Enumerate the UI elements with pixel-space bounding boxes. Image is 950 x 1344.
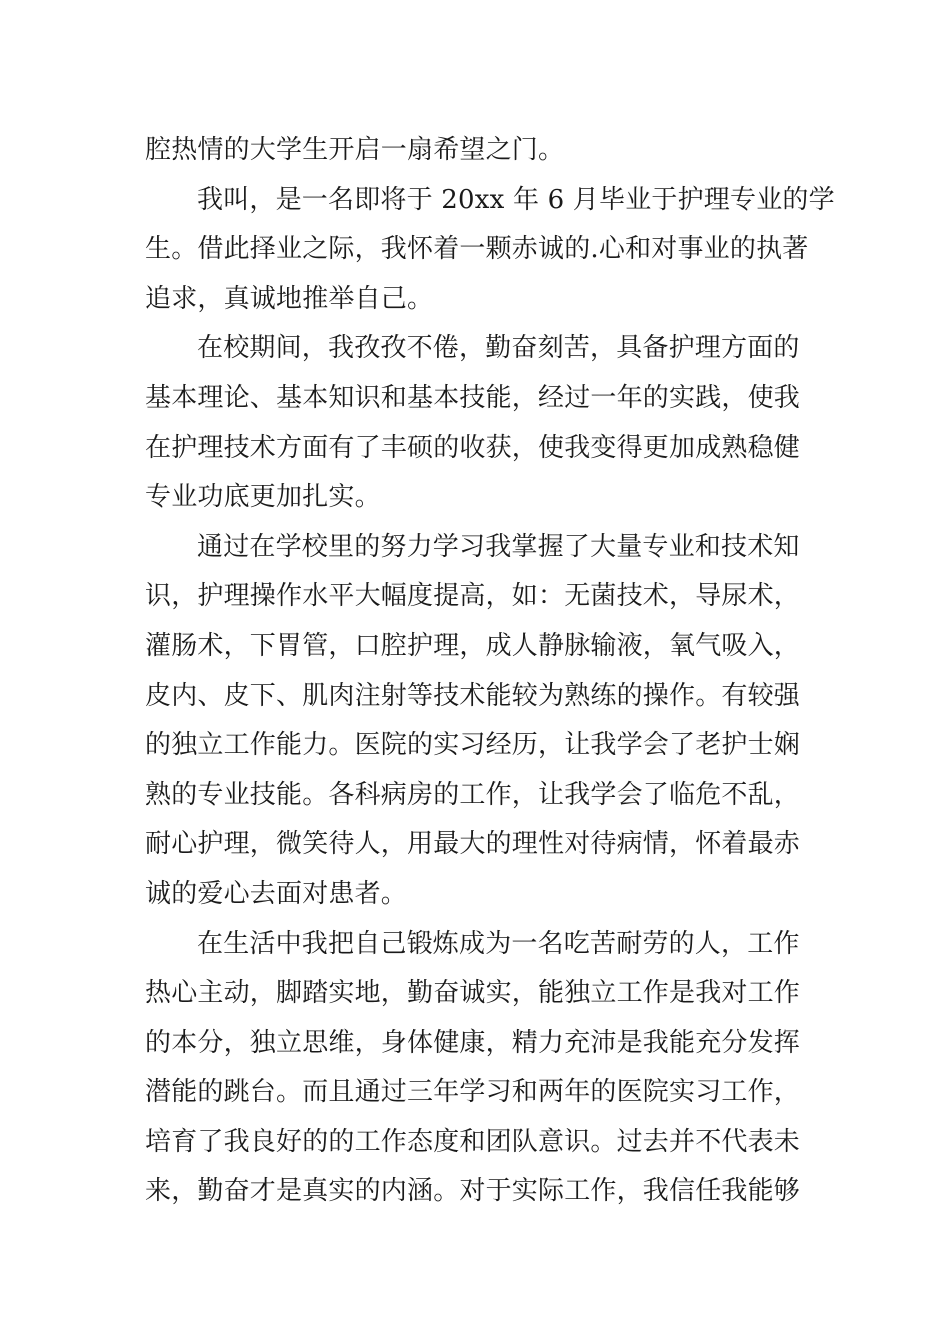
text-line: 腔热情的大学生开启一扇希望之门。 (145, 135, 565, 165)
text-line: 在护理技术方面有了丰硕的收获，使我变得更加成熟稳健 (145, 432, 801, 463)
text-line: 追求，真诚地推举自己。 (145, 283, 434, 314)
text-line: 热心主动，脚踏实地，勤奋诚实，能独立工作是我对工作 (145, 978, 801, 1009)
text-line: 识，护理操作水平大幅度提高，如：无菌技术，导尿术， (145, 581, 801, 612)
text-line: 通过在学校里的努力学习我掌握了大量专业和技术知 (197, 531, 800, 562)
text-line: 耐心护理，微笑待人，用最大的理性对待病情，怀着最赤 (145, 829, 801, 860)
text-line: 生。借此择业之际，我怀着一颗赤诚的.心和对事业的执著 (145, 234, 809, 265)
text-line: 灌肠术，下胃管，口腔护理，成人静脉输液，氧气吸入， (145, 630, 801, 661)
text-line: 专业功底更加扎实。 (145, 482, 381, 513)
text-line: 基本理论、基本知识和基本技能，经过一年的实践，使我 (145, 382, 801, 413)
text-line: 熟的专业技能。各科病房的工作，让我学会了临危不乱， (145, 779, 801, 810)
text-line: 皮内、皮下、肌肉注射等技术能较为熟练的操作。有较强 (145, 680, 801, 711)
text-line: 来，勤奋才是真实的内涵。对于实际工作，我信任我能够 (145, 1176, 801, 1207)
text-line: 诚的爱心去面对患者。 (145, 878, 408, 909)
text-line: 在校期间，我孜孜不倦，勤奋刻苦，具备护理方面的 (197, 333, 800, 364)
text-line: 培育了我良好的的工作态度和团队意识。过去并不代表未 (145, 1126, 801, 1157)
text-line: 的独立工作能力。医院的实习经历，让我学会了老护士娴 (145, 730, 801, 761)
document-body (145, 126, 835, 1217)
text-line: 潜能的跳台。而且通过三年学习和两年的医院实习工作， (145, 1077, 801, 1108)
text-line: 在生活中我把自己锻炼成为一名吃苦耐劳的人，工作 (197, 928, 800, 959)
text-line: 我叫，是一名即将于 20xx 年 6 月毕业于护理专业的学 (197, 184, 835, 215)
text-line: 的本分，独立思维，身体健康，精力充沛是我能充分发挥 (145, 1027, 801, 1058)
